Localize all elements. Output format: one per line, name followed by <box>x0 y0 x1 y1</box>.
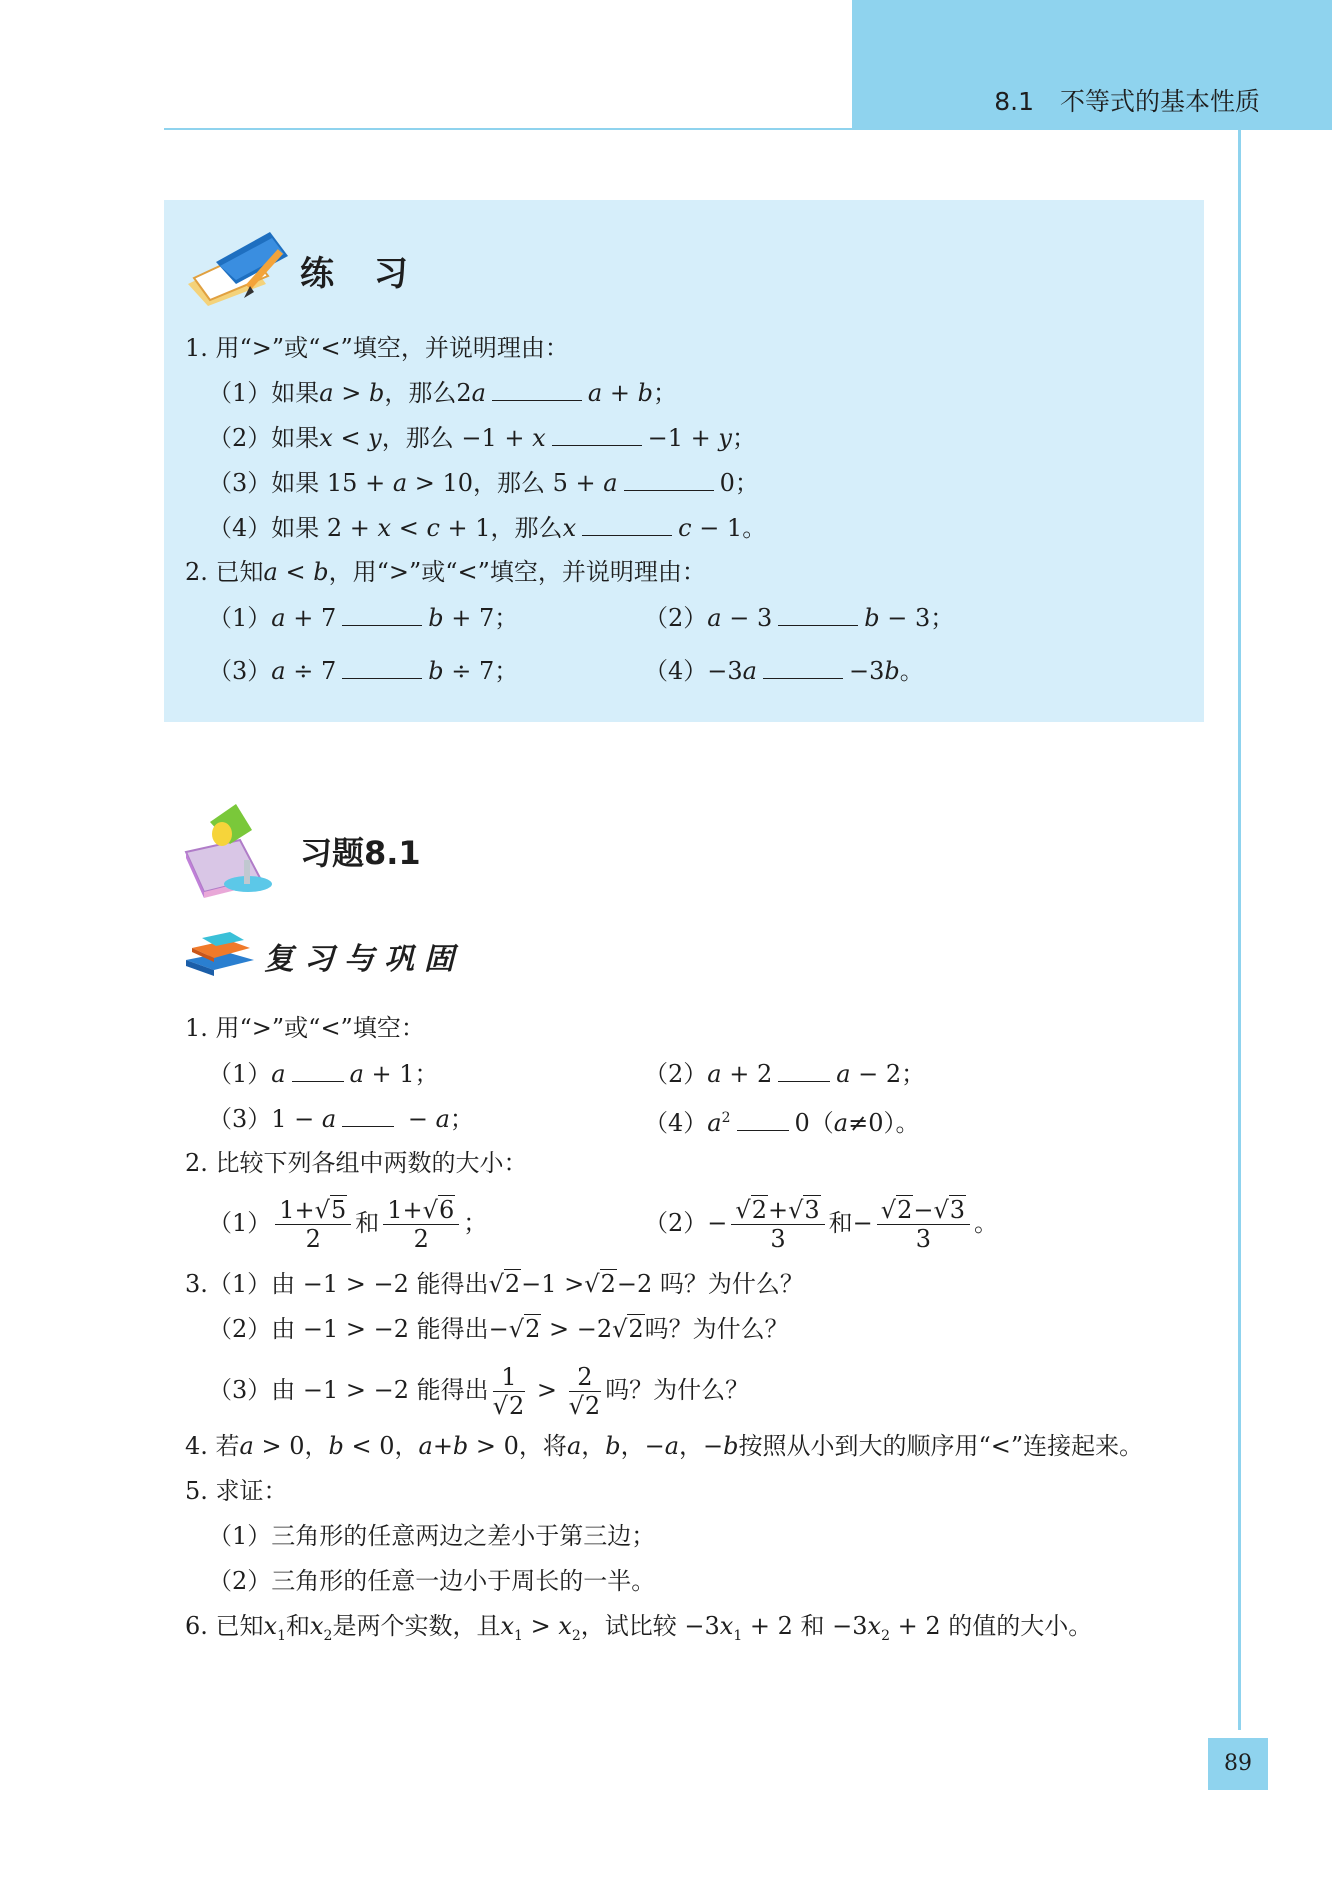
answer-blank <box>552 421 642 446</box>
exercise-q5-stem: 5. 求证： <box>185 1477 288 1505</box>
desk-lamp-book-icon <box>180 800 292 900</box>
exercise-q3-line-1: 3.（1）由 −1 > −2 能得出√2−1 >√2−2 吗？为什么？ <box>185 1270 804 1298</box>
exercise-q1-item-4: $(4)a^2$ 0（a≠0）。 <box>644 1102 920 1139</box>
notebook-pencil-icon <box>180 226 292 310</box>
answer-blank <box>342 654 422 679</box>
answer-blank <box>763 654 843 679</box>
practice-title: 练 习 <box>300 254 422 294</box>
answer-blank <box>342 1102 394 1127</box>
exercise-q3-line-2: （2）由 −1 > −2 能得出−√2 > −2√2吗？为什么？ <box>208 1315 789 1343</box>
page-number: 89 <box>1208 1738 1268 1790</box>
review-subtitle: 复习与巩固 <box>264 942 464 977</box>
practice-q1-item-1: （1）如果a > b，那么2a a + b； <box>208 376 677 409</box>
section-number: 8.1 <box>994 87 1034 116</box>
exercise-q1-item-2: （2）a + 2 a − 2； <box>644 1057 925 1090</box>
exercise-q5-item-1: （1）三角形的任意两边之差小于第三边； <box>208 1522 656 1550</box>
exercise-q2-stem: 2. 比较下列各组中两数的大小： <box>185 1149 528 1177</box>
exercise-q3-line-3: （3）由 −1 > −2 能得出 $\frac{1}{√2}$ > $\frac{2}{√2}$ 吗？为什么？ <box>208 1363 750 1420</box>
answer-blank <box>292 1057 344 1082</box>
fraction: $\frac{1+√5}{2}$ <box>275 1196 351 1253</box>
answer-blank <box>624 466 714 491</box>
exercise-q5-item-2: （2）三角形的任意一边小于周长的一半。 <box>208 1567 656 1595</box>
exercise-q1-item-3: （3）1 − a − a； <box>208 1102 474 1135</box>
answer-blank <box>737 1106 789 1131</box>
side-rule <box>1238 130 1241 1730</box>
answer-blank <box>778 1057 830 1082</box>
fraction: $\frac{2}{√2}$ <box>568 1363 601 1420</box>
practice-q2-item-1: （1）a + 7 b + 7； <box>208 601 518 634</box>
practice-q1-item-2: （2）如果x < y，那么 −1 + x −1 + y； <box>208 421 756 454</box>
practice-q1-item-4: （4）如果 2 + x < c + 1，那么x c − 1。 <box>208 511 766 544</box>
fraction: $\frac{1+√6}{2}$ <box>383 1196 459 1253</box>
practice-q2-item-4: （4）−3a −3b。 <box>644 654 924 687</box>
section-title: 不等式的基本性质 <box>1059 87 1260 116</box>
practice-q2-item-3: （3）a ÷ 7 b ÷ 7； <box>208 654 518 687</box>
exercise-q6: 6. 已知$x_1$和$x_2$是两个实数，且$x_1 > x_2$，试比较 $-3x_1 + 2$ 和 $-3x_2 + 2$ 的值的大小。 <box>185 1612 1093 1644</box>
running-header <box>994 82 1260 118</box>
fraction: $\frac{1}{√2}$ <box>492 1363 525 1420</box>
exercise-q2-item-1: （1） $\frac{1+√5}{2}$ 和 $\frac{1+√6}{2}$ ； <box>208 1196 488 1253</box>
practice-q1-stem: 1. 用“>”或“<”填空，并说明理由： <box>185 334 569 362</box>
fraction: $\frac{√2+√3}{3}$ <box>731 1196 824 1253</box>
answer-blank <box>342 601 422 626</box>
answer-blank <box>778 601 858 626</box>
practice-q1-item-3: （3）如果 15 + a > 10，那么 5 + a 0； <box>208 466 759 499</box>
stacked-books-icon <box>182 930 258 976</box>
answer-blank <box>492 376 582 401</box>
practice-q2-item-2: （2）a − 3 b − 3； <box>644 601 954 634</box>
exercise-q4: 4. 若a > 0，b < 0，a+b > 0，将a，b，−a，−b按照从小到大的顺序用“<”连接起来。 <box>185 1432 1144 1460</box>
header-rule <box>164 128 852 130</box>
fraction: $\frac{√2-√3}{3}$ <box>877 1196 970 1253</box>
practice-q2-stem: 2. 已知a < b，用“>”或“<”填空，并说明理由： <box>185 558 706 586</box>
exercise-q2-item-2: （2）− $\frac{√2+√3}{3}$ 和− $\frac{√2-√3}{3}$ 。 <box>644 1196 999 1253</box>
exercise-title: 习题8.1 <box>300 834 421 872</box>
exercise-q1-item-1: （1）a a + 1； <box>208 1057 439 1090</box>
exercise-q1-stem: 1. 用“>”或“<”填空： <box>185 1014 425 1042</box>
answer-blank <box>582 511 672 536</box>
